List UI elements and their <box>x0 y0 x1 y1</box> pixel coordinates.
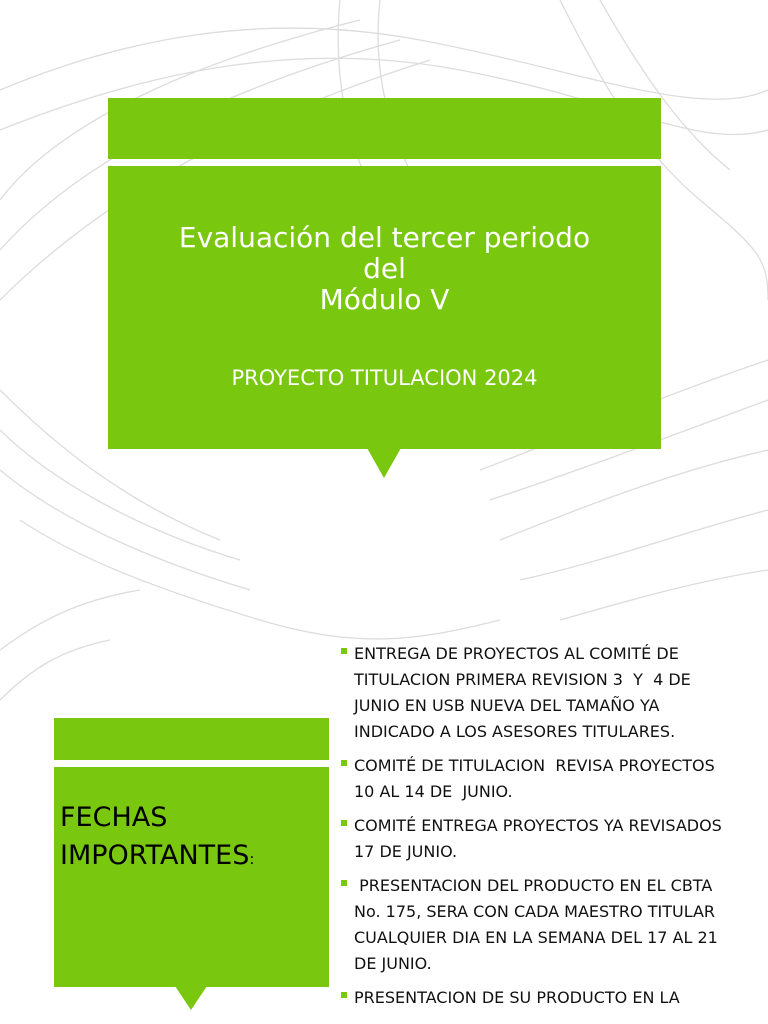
bullet-square-icon <box>341 880 347 886</box>
list-item <box>340 985 740 1011</box>
list-item-text: ENTREGA DE PROYECTOS AL COMITÉ DE TITULACION PRIMERA REVISION 3 Y 4 DE JUNIO EN USB NUEVA DEL TAMAÑO YA INDICADO A LOS ASESORES TITULARES. <box>354 644 701 741</box>
list-item <box>340 873 740 977</box>
slide1-header-bar <box>108 98 661 159</box>
bullet-square-icon <box>341 760 347 766</box>
heading-line-2: IMPORTANTES <box>60 840 250 871</box>
title-line-3: Módulo V <box>319 283 450 316</box>
list-item-text: COMITÉ ENTREGA PROYECTOS YA REVISADOS 17 DE JUNIO. <box>354 816 727 861</box>
title-line-2: del <box>363 252 406 285</box>
slide1-pointer-triangle <box>367 448 401 478</box>
list-item <box>340 753 740 805</box>
slide2-heading <box>60 799 254 878</box>
list-item <box>340 813 740 865</box>
heading-line-1: FECHAS <box>60 802 168 833</box>
slide1-title <box>108 222 661 315</box>
bullet-square-icon <box>341 820 347 826</box>
list-item-text: COMITÉ DE TITULACION REVISA PROYECTOS 10 AL 14 DE JUNIO. <box>354 756 720 801</box>
heading-colon: : <box>249 850 255 868</box>
title-line-1: Evaluación del tercer periodo <box>178 221 591 254</box>
list-item-text: PRESENTACION DE SU PRODUCTO EN LA <box>354 988 680 1007</box>
list-item <box>340 641 740 745</box>
bullet-square-icon <box>341 992 347 998</box>
slide2-pointer-triangle <box>175 986 207 1010</box>
list-item-text: PRESENTACION DEL PRODUCTO EN EL CBTA No. 175, SERA CON CADA MAESTRO TITULAR CUALQUIER DIA EN LA SEMANA DEL 17 AL 21 DE JUNIO. <box>354 876 723 973</box>
slide2-header-bar <box>54 718 329 760</box>
slide1-subtitle: PROYECTO TITULACION 2024 <box>231 366 538 390</box>
important-dates-list <box>340 641 740 1019</box>
bullet-square-icon <box>341 648 347 654</box>
